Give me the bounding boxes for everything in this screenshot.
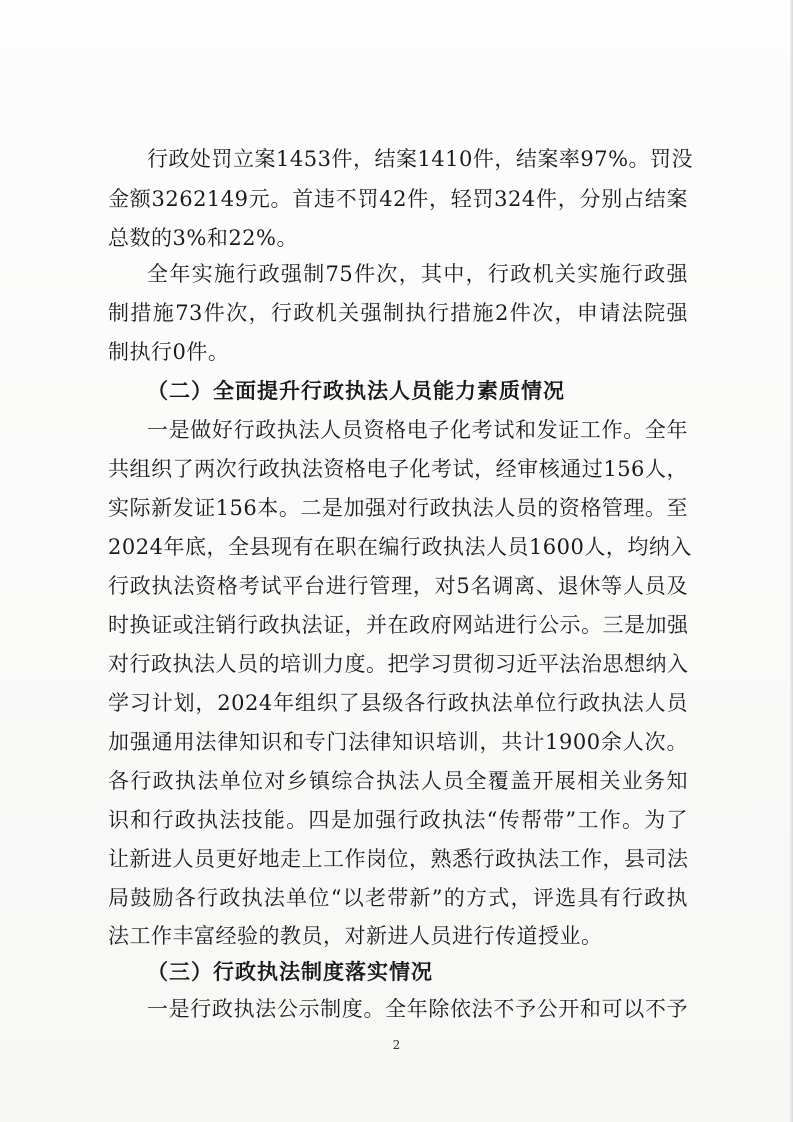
paragraph-line: 一是行政执法公示制度。全年除依法不予公开和可以不予 [147,997,688,1021]
paragraph-line: 加强通用法律知识和专门法律知识培训，共计1900余人次。 [108,730,688,754]
paragraph-line: 一是做好行政执法人员资格电子化考试和发证工作。全年 [147,418,688,442]
paragraph-line: 共组织了两次行政执法资格电子化考试，经审核通过156人， [108,457,688,481]
paragraph-line: 行政处罚立案1453件，结案1410件，结案率97%。罚没 [147,147,694,171]
section-heading: （三）行政执法制度落实情况 [147,959,433,984]
paragraph-line: 金额3262149元。首违不罚42件，轻罚324件，分别占结案 [108,187,688,211]
paragraph-line: 时换证或注销行政执法证，并在政府网站进行公示。三是加强 [108,613,689,637]
paragraph-line: 让新进人员更好地走上工作岗位，熟悉行政执法工作，县司法 [108,847,689,871]
paragraph-line: 实际新发证156本。二是加强对行政执法人员的资格管理。至 [108,496,688,520]
paragraph-line: 法工作丰富经验的教员，对新进人员进行传道授业。 [108,924,603,948]
paragraph-line: 识和行政执法技能。四是加强行政执法“传帮带”工作。为了 [108,808,688,832]
paragraph-line: 制措施73件次，行政机关强制执行措施2件次，申请法院强 [108,301,688,325]
paragraph-line: 行政执法资格考试平台进行管理，对5名调离、退休等人员及 [108,574,688,598]
paragraph-line: 局鼓励各行政执法单位“以老带新”的方式，评选具有行政执 [108,886,688,910]
page-number: 2 [392,1038,401,1052]
paragraph-line: 制执行0件。 [108,340,230,364]
paragraph-line: 对行政执法人员的培训力度。把学习贯彻习近平法治思想纳入 [108,652,689,676]
paragraph-line: 全年实施行政强制75件次，其中，行政机关实施行政强 [147,262,688,286]
section-heading: （二）全面提升行政执法人员能力素质情况 [147,378,565,403]
paragraph-line: 总数的3%和22%。 [108,226,298,250]
paragraph-line: 2024年底，全县现有在职在编行政执法人员1600人，均纳入 [108,535,692,559]
paragraph-line: 各行政执法单位对乡镇综合执法人员全覆盖开展相关业务知 [108,769,688,793]
paragraph-line: 学习计划，2024年组织了县级各行政执法单位行政执法人员 [108,691,688,715]
